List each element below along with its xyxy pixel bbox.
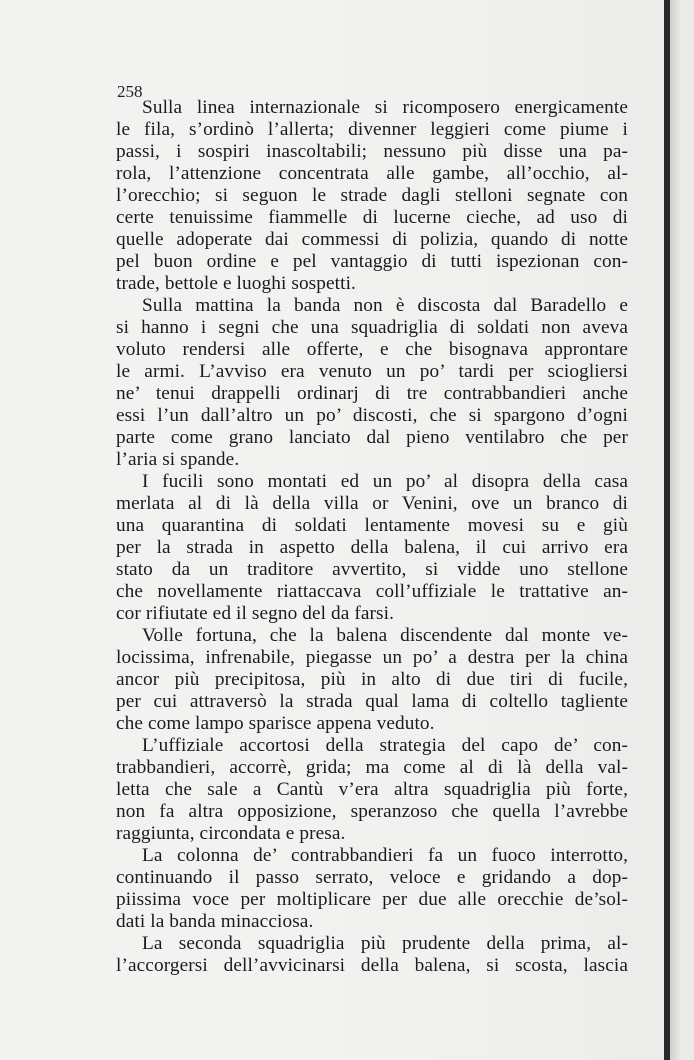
text-line: ancor più precipitosa, più in alto di due tiri di fucile, [116, 669, 628, 690]
text-line: per cui attraversò la strada qual lama di coltello tagliente [116, 691, 628, 712]
text-line: stato da un traditore avvertito, si vidde uno stellone [116, 559, 628, 580]
text-line: Volle fortuna, che la balena discendente dal monte ve- [142, 625, 628, 646]
page-number: 258 [117, 82, 143, 101]
page-gutter-shadow [670, 0, 680, 1060]
text-line: Sulla mattina la banda non è discosta dal Baradello e [142, 295, 628, 316]
text-line: continuando il passo serrato, veloce e gridando a dop- [116, 867, 628, 888]
text-line: trabbandieri, accorrè, grida; ma come al di là della val- [116, 757, 628, 778]
text-line: Sulla linea internazionale si ricomposero energicamente [142, 97, 628, 118]
text-line: pel buon ordine e pel vantaggio di tutti ispezionan con- [116, 251, 628, 272]
text-line: piissima voce per moltiplicare per due alle orecchie de’sol- [116, 889, 628, 910]
text-line: non fa altra opposizione, speranzoso che quella l’avrebbe [116, 801, 628, 822]
text-line: dati la banda minacciosa. [116, 911, 314, 932]
text-line: essi l’un dall’altro un po’ discosti, che si spargono d’ogni [116, 405, 628, 426]
text-line: ne’ tenui drappelli ordinarj di tre contrabbandieri anche [116, 383, 628, 404]
text-line: passi, i sospiri inascoltabili; nessuno più disse una pa- [116, 141, 628, 162]
text-line: I fucili sono montati ed un po’ al disopra della casa [142, 471, 628, 492]
body-text [116, 97, 628, 977]
text-line: che novellamente riattaccava coll’uffiziale le trattative an- [116, 581, 628, 602]
text-line: locissima, infrenabile, piegasse un po’ a destra per la china [116, 647, 628, 668]
text-line: raggiunta, circondata e presa. [116, 823, 346, 844]
text-line: l’accorgersi dell’avvicinarsi della balena, si scosta, lascia [116, 955, 628, 976]
text-line: quelle adoperate dai commessi di polizia, quando di notte [116, 229, 628, 250]
text-line: per la strada in aspetto della balena, il cui arrivo era [116, 537, 628, 558]
text-line: l’aria si spande. [116, 449, 240, 470]
text-line: letta che sale a Cantù v’era altra squadriglia più forte, [116, 779, 628, 800]
text-line: una quarantina di soldati lentamente movesi su e giù [116, 515, 628, 536]
text-line: La seconda squadriglia più prudente della prima, al- [142, 933, 628, 954]
text-line: parte come grano lanciato dal pieno ventilabro che per [116, 427, 628, 448]
text-line: rola, l’attenzione concentrata alle gambe, all’occhio, al- [116, 163, 628, 184]
book-spine-edge [664, 0, 670, 1060]
text-line: L’uffiziale accortosi della strategia del capo de’ con- [142, 735, 628, 756]
text-line: trade, bettole e luoghi sospetti. [116, 273, 356, 294]
text-line: le armi. L’avviso era venuto un po’ tardi per sciogliersi [116, 361, 628, 382]
text-line: si hanno i segni che una squadriglia di soldati non aveva [116, 317, 628, 338]
text-line: l’orecchio; si seguon le strade dagli stelloni segnate con [116, 185, 628, 206]
text-line: merlata al di là della villa or Venini, ove un branco di [116, 493, 628, 514]
text-line: le fila, s’ordinò l’allerta; divenner leggieri come piume i [116, 119, 628, 140]
text-line: che come lampo sparisce appena veduto. [116, 713, 435, 734]
text-line: cor rifiutate ed il segno del da farsi. [116, 603, 395, 624]
text-line: La colonna de’ contrabbandieri fa un fuoco interrotto, [142, 845, 628, 866]
text-line: certe tenuissime fiammelle di lucerne cieche, ad uso di [116, 207, 628, 228]
text-line: voluto rendersi alle offerte, e che bisognava approntare [116, 339, 628, 360]
